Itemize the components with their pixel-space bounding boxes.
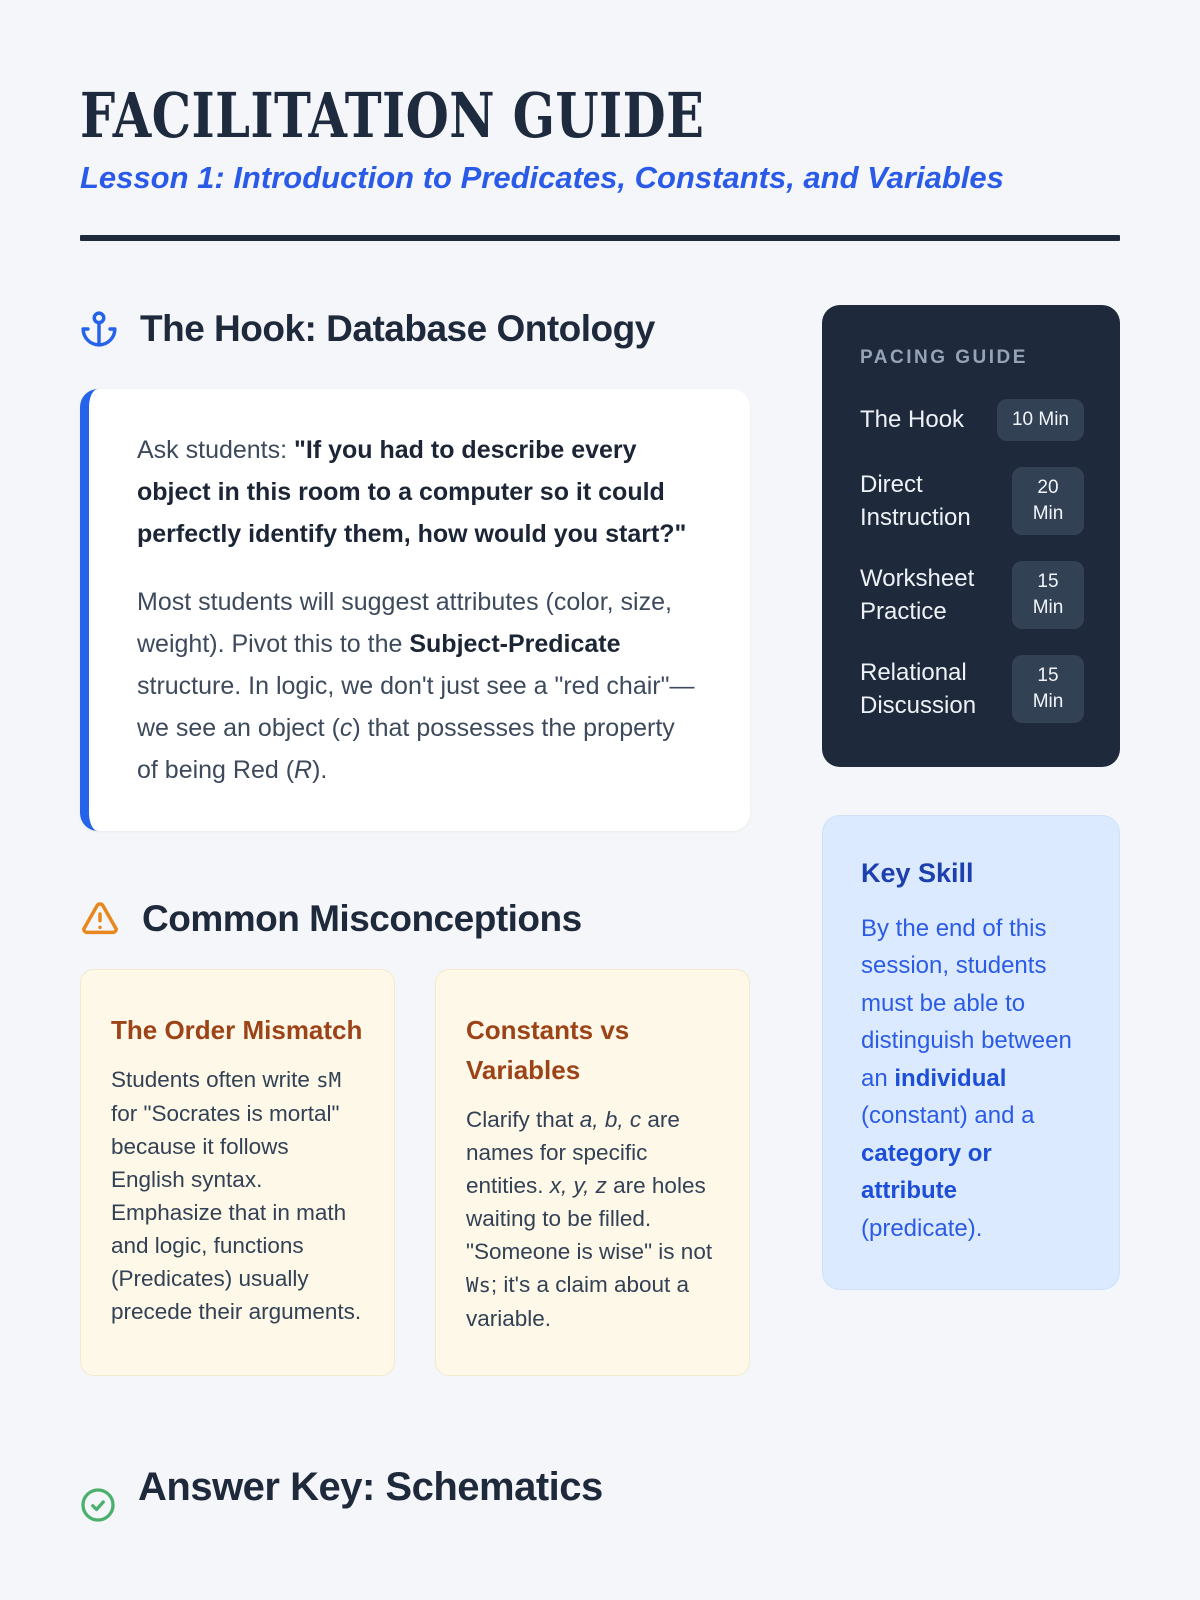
hook-section-header: [80, 305, 750, 353]
duration-badge: 15 Min: [1012, 561, 1084, 629]
answer-key-section-title: Answer Key: Schematics: [138, 1464, 603, 1509]
pacing-row-label: Worksheet Practice: [860, 564, 975, 625]
key-skill-panel: [822, 815, 1120, 1291]
sidebar: [822, 305, 1120, 1291]
hook-callout-card: [80, 389, 750, 831]
hook-section: [80, 305, 750, 831]
misconception-card-body: Students often write sM for "Socrates is mortal" because it follows English syntax. Emphasize that in math and logic, functions (Predicates) usually precede their arguments.: [111, 1066, 362, 1324]
warning-icon: [80, 899, 120, 939]
misconceptions-section: [80, 895, 750, 1376]
duration-badge: 20 Min: [1012, 467, 1084, 535]
answer-key-section-header: [80, 1451, 750, 1523]
header-divider: [80, 235, 1120, 241]
hook-guidance-paragraph: Most students will suggest attributes (color, size, weight). Pivot this to the Subject-Predicate structure. In logic, we don't just see a "red chair"—we see an object (c) that possesses the property of being Red (R).: [137, 587, 695, 784]
page-subtitle: Lesson 1: Introduction to Predicates, Constants, and Variables: [80, 159, 1004, 195]
misconceptions-section-header: [80, 895, 750, 943]
key-skill-body: By the end of this session, students must be able to distinguish between an individual (constant) and a category or attribute (predicate).: [861, 914, 1072, 1242]
misconception-card-order-mismatch: [80, 969, 395, 1376]
duration-badge: 10 Min: [997, 399, 1084, 441]
answer-key-section: [80, 1451, 750, 1523]
main-column: [80, 305, 750, 1523]
pacing-guide-rows: [860, 399, 1084, 723]
misconception-cards: [80, 969, 750, 1376]
pacing-row-worksheet-practice: [860, 561, 1084, 629]
page-title: FACILITATION GUIDE: [80, 79, 705, 152]
pacing-guide-title: PACING GUIDE: [860, 346, 1028, 368]
key-skill-title: Key Skill: [861, 857, 974, 888]
pacing-row-the-hook: [860, 399, 1084, 441]
check-circle-icon: [80, 1487, 116, 1523]
hook-question-paragraph: Ask students: "If you had to describe every object in this room to a computer so it could perfectly identify them, how would you start?": [137, 435, 687, 548]
pacing-guide-panel: [822, 305, 1120, 767]
misconception-card-constants-vs-variables: [435, 969, 750, 1376]
hook-section-title: The Hook: Database Ontology: [140, 307, 655, 349]
misconception-card-title: The Order Mismatch: [111, 1014, 363, 1045]
duration-badge: 15 Min: [1012, 655, 1084, 723]
pacing-row-direct-instruction: [860, 467, 1084, 535]
pacing-row-label: Direct Instruction: [860, 470, 971, 531]
misconception-card-title: Constants vs Variables: [466, 1014, 630, 1085]
misconceptions-section-title: Common Misconceptions: [142, 897, 582, 939]
misconception-card-body: Clarify that a, b, c are names for specific entities. x, y, z are holes waiting to be filled. "Someone is wise" is not Ws; it's a claim about a variable.: [466, 1106, 713, 1331]
pacing-row-relational-discussion: [860, 655, 1084, 723]
document-header: [80, 79, 1120, 241]
content-columns: [80, 305, 1120, 1523]
pacing-row-label: Relational Discussion: [860, 658, 977, 719]
pacing-row-label: The Hook: [860, 406, 965, 434]
anchor-icon: [80, 310, 118, 348]
